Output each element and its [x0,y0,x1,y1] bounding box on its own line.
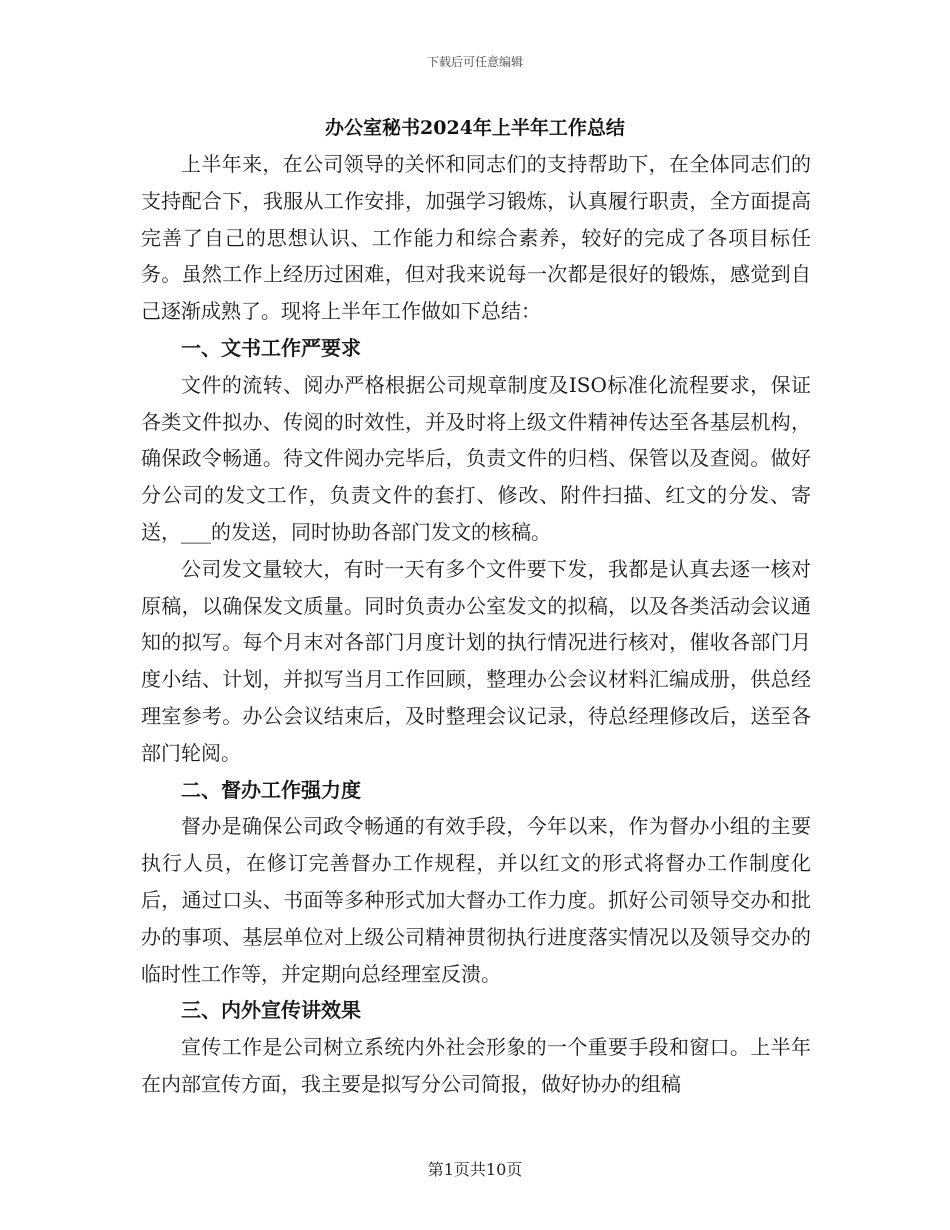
section-heading-1: 一、文书工作严要求 [181,335,361,360]
section-1-paragraph-2: 公司发文量较大，有时一天有多个文件要下发，我都是认真去逐一核对原稿，以确保发文质量。同时负责办公室发文的拟稿，以及各类活动会议通知的拟写。每个月末对各部门月度计划的执行情况进行核对，催收各部门月度小结、计划，并拟写当月工作回顾，整理办公会议材料汇编成册，供总经理室参考。办公会议结束后，及时整理会议记录，待总经理修改后，送至各部门轮阅。 [141,556,811,765]
document-title: 办公室秘书2024年上半年工作总结 [325,117,625,139]
section-3-paragraph-1: 宣传工作是公司树立系统内外社会形象的一个重要手段和窗口。上半年在内部宣传方面，我主要是拟写分公司简报，做好协办的组稿 [141,1035,811,1096]
document-body [141,146,811,1103]
section-heading-3: 三、内外宣传讲效果 [181,998,361,1023]
section-1-paragraph-1: 文件的流转、阅办严格根据公司规章制度及ISO标准化流程要求，保证各类文件拟办、传阅的时效性，并及时将上级文件精神传达至各基层机构，确保政令畅通。待文件阅办完毕后，负责文件的归档、保管以及查阅。做好分公司的发文工作，负责文件的套打、修改、附件扫描、红文的分发、寄送，___的发送，同时协助各部门发文的核稿。 [141,372,811,544]
page-footer: 第1页共10页 [427,1160,523,1179]
section-heading-2: 二、督办工作强力度 [181,777,361,802]
section-2-paragraph-1: 督办是确保公司政令畅通的有效手段，今年以来，作为督办小组的主要执行人员，在修订完善督办工作规程，并以红文的形式将督办工作制度化后，通过口头、书面等多种形式加大督办工作力度。抓好公司领导交办和批办的事项、基层单位对上级公司精神贯彻执行进度落实情况以及领导交办的临时性工作等，并定期向总经理室反溃。 [141,814,811,986]
page-header-note: 下载后可任意编辑 [426,55,523,69]
intro-paragraph: 上半年来，在公司领导的关怀和同志们的支持帮助下，在全体同志们的支持配合下，我服从工作安排，加强学习锻炼，认真履行职责，全方面提高完善了自己的思想认识、工作能力和综合素养，较好的完成了各项目标任务。虽然工作上经历过困难，但对我来说每一次都是很好的锻炼，感觉到自己逐渐成熟了。现将上半年工作做如下总结： [141,152,811,324]
